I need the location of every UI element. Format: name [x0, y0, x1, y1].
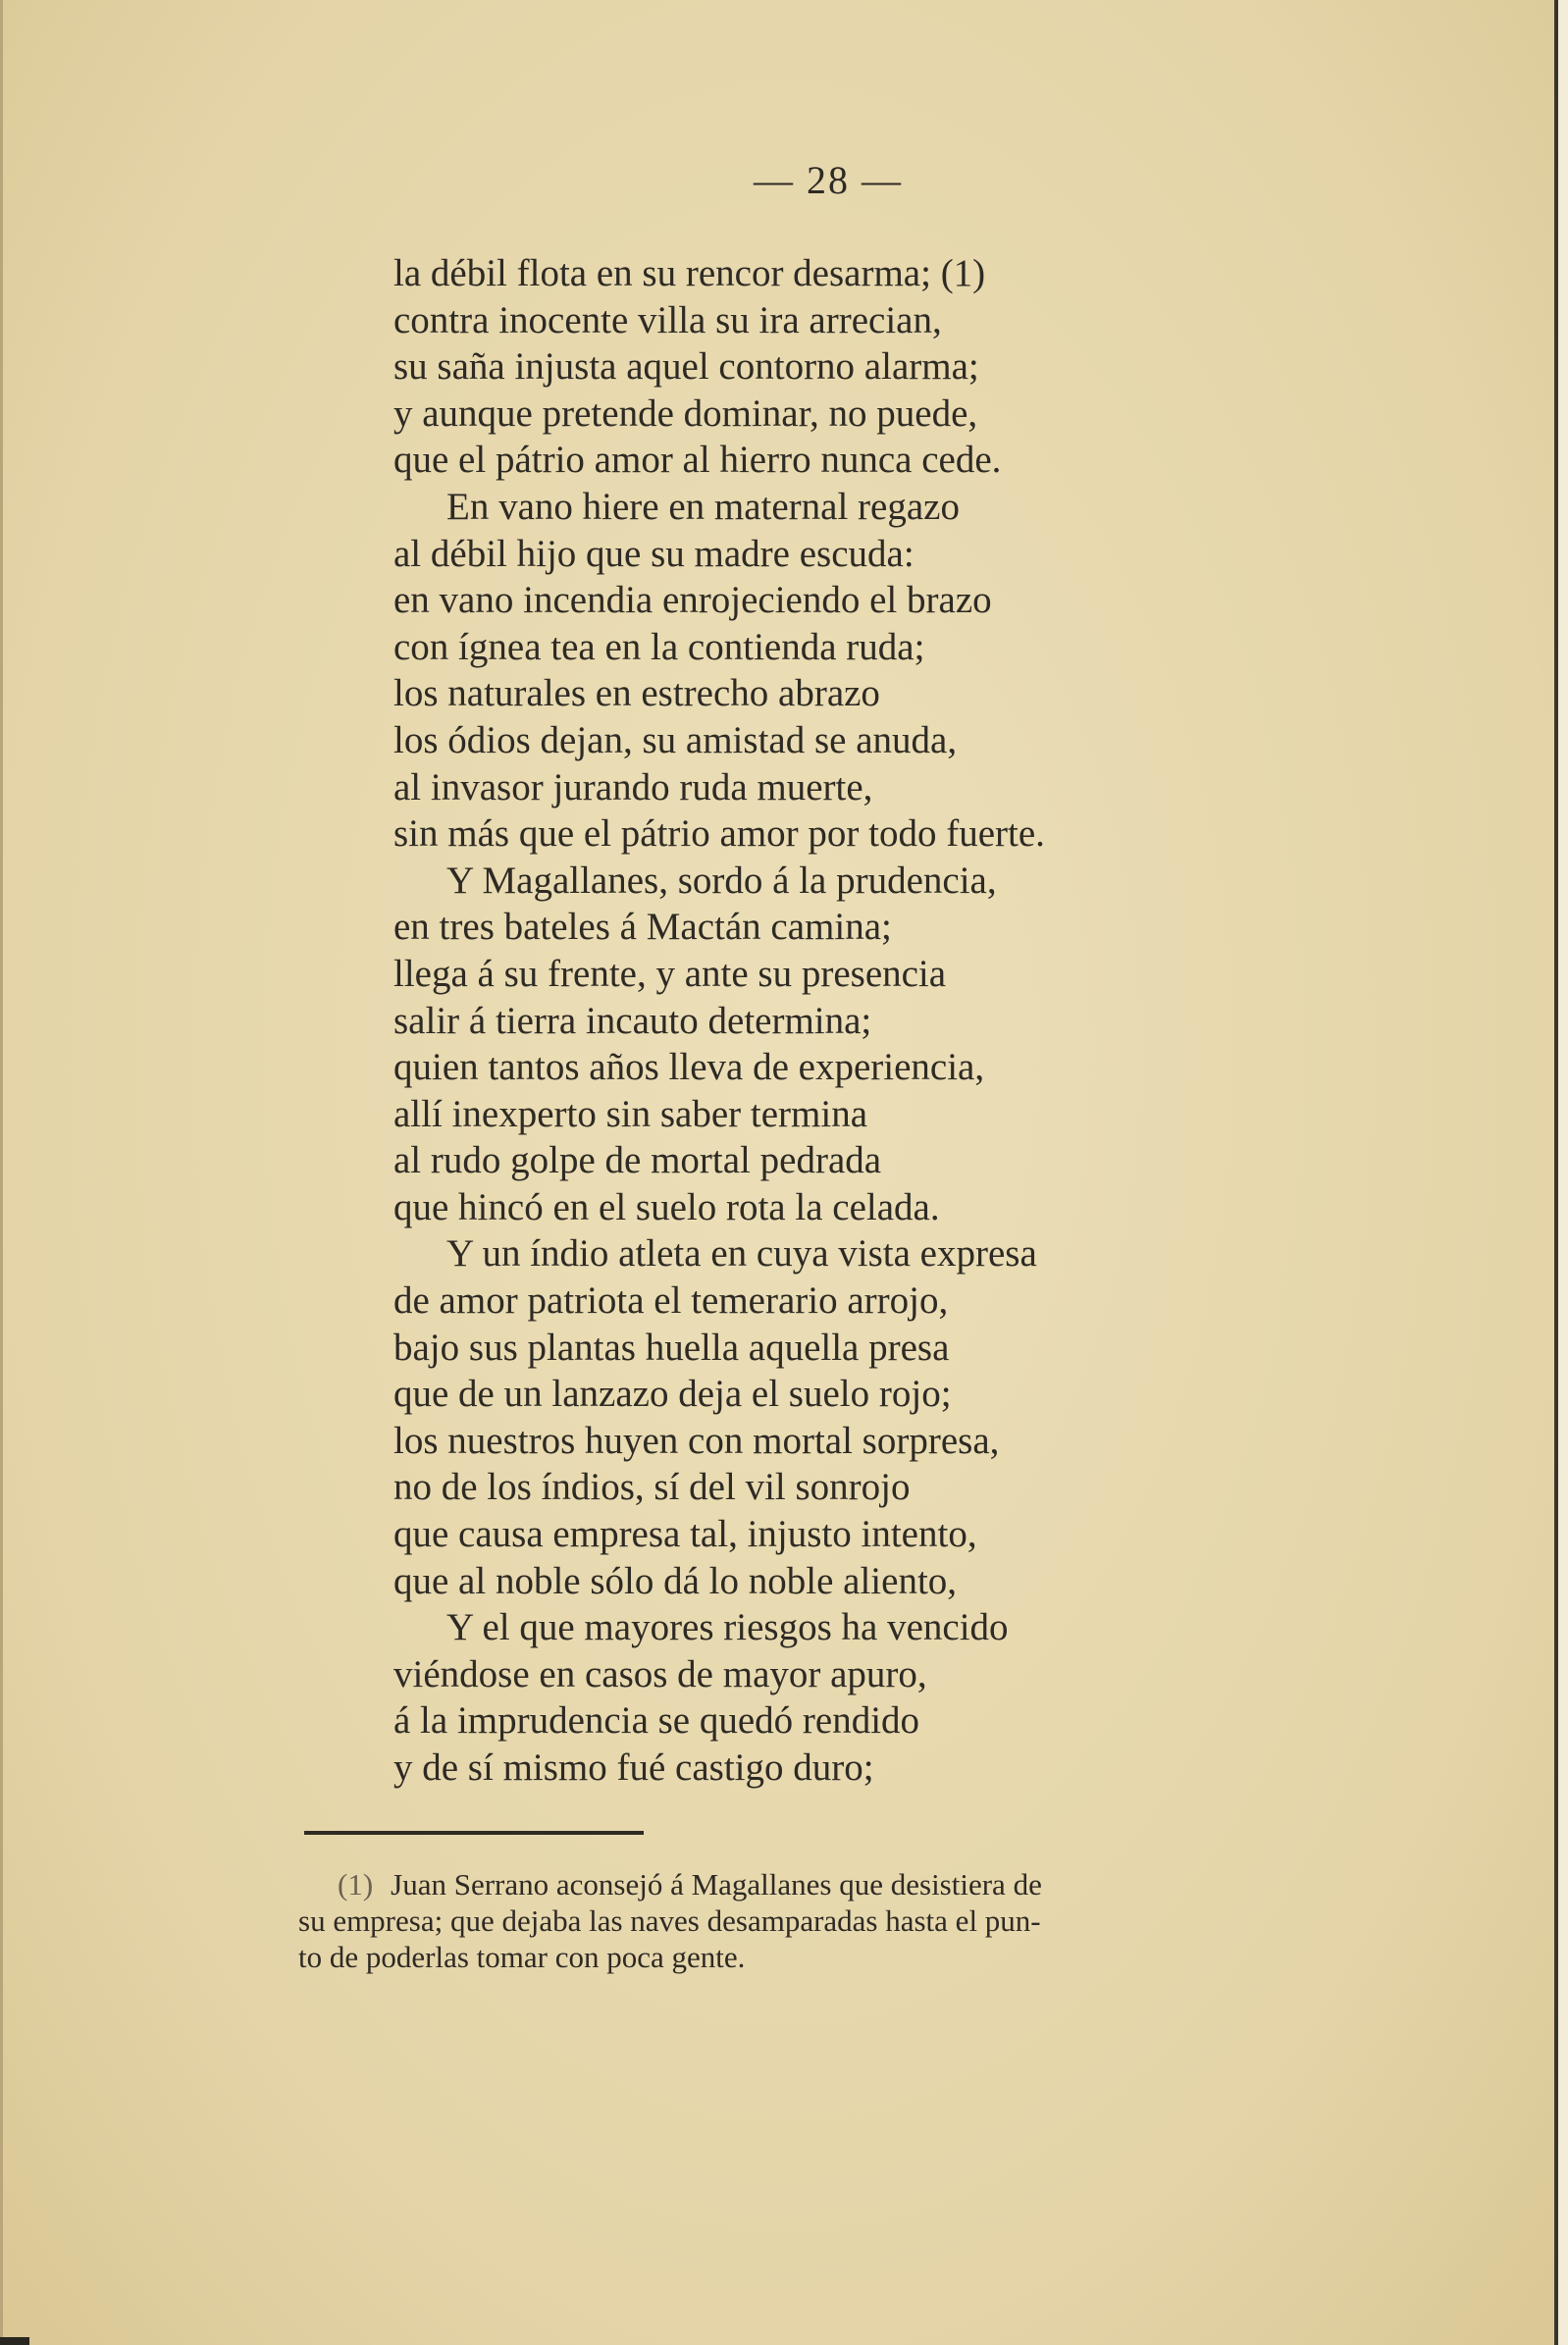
- poem-line: viéndose en casos de mayor apuro,: [393, 1652, 927, 1695]
- poem-line: Y Magallanes, sordo á la prudencia,: [446, 859, 997, 902]
- footnote-line: su empresa; que dejaba las naves desamparadas hasta el pun-: [298, 1903, 1041, 1938]
- poem-line: llega á su frente, y ante su presencia: [393, 952, 947, 995]
- poem-text: [393, 250, 1045, 1792]
- poem-line: y de sí mismo fué castigo duro;: [393, 1746, 874, 1789]
- poem-line: y aunque pretende dominar, no puede,: [393, 391, 978, 435]
- poem-line: de amor patriota el temerario arrojo,: [393, 1279, 949, 1323]
- poem-line: al rudo golpe de mortal pedrada: [393, 1139, 882, 1182]
- footnote-divider: [304, 1831, 644, 1835]
- poem-line: que al noble sólo dá lo noble aliento,: [393, 1559, 958, 1602]
- footnote: [298, 1866, 1368, 1975]
- poem-line: los naturales en estrecho abrazo: [393, 672, 880, 715]
- poem-line: que causa empresa tal, injusto intento,: [393, 1513, 977, 1556]
- poem-line: al invasor jurando ruda muerte,: [393, 765, 873, 808]
- page-corner-shadow: [0, 2337, 29, 2345]
- footnote-line: [298, 1866, 1368, 1902]
- poem-line: que de un lanzazo deja el suelo rojo;: [393, 1373, 952, 1416]
- poem-line: con ígnea tea en la contienda ruda;: [393, 625, 925, 668]
- footnote-text: Juan Serrano aconsejó á Magallanes que desistiera de: [391, 1867, 1042, 1902]
- poem-line: la débil flota en su rencor desarma; (1): [393, 252, 986, 294]
- poem-line: á la imprudencia se quedó rendido: [393, 1699, 920, 1743]
- scan-margin: [1558, 0, 1568, 2345]
- poem-line: sin más que el pátrio amor por todo fuerte.: [393, 812, 1045, 856]
- poem-line: su saña injusta aquel contorno alarma;: [393, 345, 979, 389]
- page-right-edge: [1554, 0, 1558, 2345]
- poem-line: salir á tierra incauto determina;: [393, 999, 872, 1042]
- poem-line: los nuestros huyen con mortal sorpresa,: [393, 1419, 1000, 1462]
- poem-line: no de los índios, sí del vil sonrojo: [393, 1466, 911, 1509]
- poem-line: Y un índio atleta en cuya vista expresa: [446, 1232, 1037, 1276]
- poem-line: allí inexperto sin saber termina: [393, 1092, 868, 1135]
- poem-line: bajo sus plantas huella aquella presa: [393, 1326, 950, 1369]
- poem-line: los ódios dejan, su amistad se anuda,: [393, 718, 958, 761]
- page-left-edge: [0, 0, 3, 2345]
- poem-line: en vano incendia enrojeciendo el brazo: [393, 579, 992, 622]
- page-number: — 28 —: [754, 158, 903, 202]
- poem-line: que hincó en el suelo rota la celada.: [393, 1185, 940, 1228]
- footnote-marker: (1): [338, 1867, 374, 1902]
- poem-line: En vano hiere en maternal regazo: [446, 485, 960, 528]
- poem-line: quien tantos años lleva de experiencia,: [393, 1046, 985, 1089]
- poem-line: Y el que mayores riesgos ha vencido: [446, 1606, 1009, 1649]
- poem-line: al débil hijo que su madre escuda:: [393, 532, 915, 575]
- poem-line: contra inocente villa su ira arrecian,: [393, 298, 942, 341]
- poem-line: que el pátrio amor al hierro nunca cede.: [393, 439, 1002, 482]
- poem-line: en tres bateles á Mactán camina;: [393, 906, 892, 949]
- footnote-line: to de poderlas tomar con poca gente.: [298, 1940, 746, 1974]
